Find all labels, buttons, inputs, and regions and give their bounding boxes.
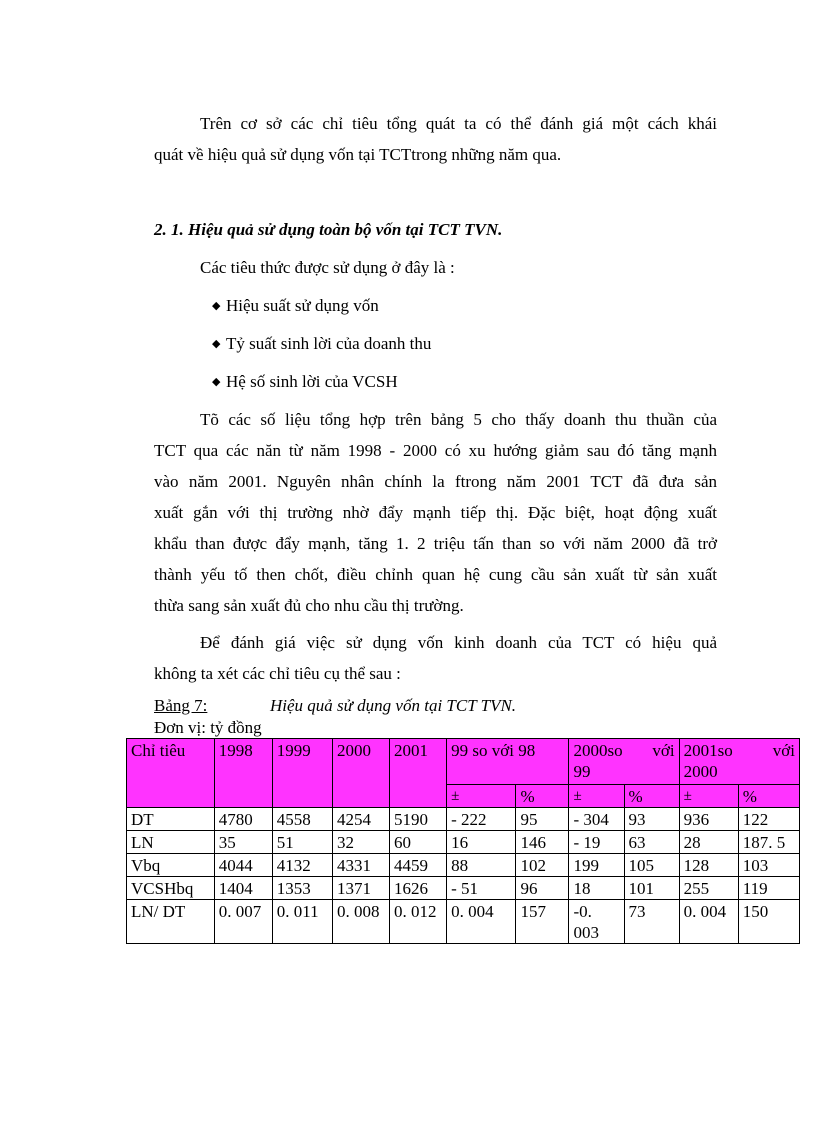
table-cell: - 304 xyxy=(569,808,624,831)
paragraph-2-line: Để đánh giá việc sử dụng vốn kinh doanh của TCT có hiệu quả xyxy=(200,633,717,652)
table-cell: 105 xyxy=(624,854,679,877)
bullet-label: Tỷ suất sinh lời của doanh thu xyxy=(226,334,432,353)
table-caption xyxy=(154,696,754,716)
table-cell: LN xyxy=(127,831,215,854)
table-cell: 63 xyxy=(624,831,679,854)
paragraph-1-line: thừa sang sản xuất đủ cho nhu cầu thị trường. xyxy=(154,596,464,615)
table-cell: 16 xyxy=(447,831,516,854)
paragraph-2-line: không ta xét các chỉ tiêu cụ thể sau : xyxy=(154,664,401,683)
table-cell: 150 xyxy=(738,900,799,944)
efficiency-table xyxy=(126,738,800,944)
bullet-label: Hiệu suất sử dụng vốn xyxy=(226,296,379,315)
table-cell: 96 xyxy=(516,877,569,900)
table-cell: 146 xyxy=(516,831,569,854)
subheader-percent: % xyxy=(624,785,679,808)
header-text: với xyxy=(772,741,795,760)
table-cell: 60 xyxy=(390,831,447,854)
table-cell: 157 xyxy=(516,900,569,944)
table-header-row xyxy=(127,739,800,785)
table-cell: 4044 xyxy=(214,854,272,877)
header-year-2001: 2001 xyxy=(390,739,447,808)
table-cell: 4331 xyxy=(332,854,389,877)
table-cell: 4254 xyxy=(332,808,389,831)
header-text: 2000so xyxy=(573,741,623,760)
table-row xyxy=(127,808,800,831)
table-cell: 95 xyxy=(516,808,569,831)
subheader-percent: % xyxy=(738,785,799,808)
table-cell: 0. 004 xyxy=(447,900,516,944)
table-cell: 73 xyxy=(624,900,679,944)
table-caption-title: Hiệu quả sử dụng vốn tại TCT TVN. xyxy=(270,696,517,715)
table-cell: 119 xyxy=(738,877,799,900)
table-cell: 936 xyxy=(679,808,738,831)
table-cell: 18 xyxy=(569,877,624,900)
header-text: 2001so xyxy=(683,741,733,760)
bullet-item xyxy=(212,372,398,392)
paragraph-1-line: xuất gắn với thị trường nhờ đẩy mạnh tiếp thị. Đặc biệt, hoạt động xuất xyxy=(154,503,717,522)
table-cell: 4780 xyxy=(214,808,272,831)
header-compare-2001-2000 xyxy=(679,739,799,785)
subheader-plus-minus: ± xyxy=(447,785,516,808)
bullet-label: Hệ số sinh lời của VCSH xyxy=(226,372,398,391)
table-row xyxy=(127,877,800,900)
header-year-2000: 2000 xyxy=(332,739,389,808)
table-cell: 0. 012 xyxy=(390,900,447,944)
header-year-1998: 1998 xyxy=(214,739,272,808)
header-chi-tieu: Chỉ tiêu xyxy=(127,739,215,808)
bullet-item xyxy=(212,334,431,354)
table-cell: 4459 xyxy=(390,854,447,877)
table-cell: 1353 xyxy=(272,877,332,900)
table-row xyxy=(127,900,800,944)
table-cell: 1626 xyxy=(390,877,447,900)
header-compare-99-98: 99 so với 98 xyxy=(447,739,569,785)
header-year-1999: 1999 xyxy=(272,739,332,808)
table-cell: 32 xyxy=(332,831,389,854)
unit-note: Đơn vị: tỷ đồng xyxy=(154,718,262,737)
header-compare-2000-99 xyxy=(569,739,679,785)
table-cell: 187. 5 xyxy=(738,831,799,854)
bullet-item xyxy=(212,296,379,316)
table-cell: - 51 xyxy=(447,877,516,900)
paragraph-1-line: vào năm 2001. Nguyên nhân chính la ftrong năm 2001 TCT đã đưa sản xyxy=(154,472,717,491)
paragraph-1-line: khẩu than được đẩy mạnh, tăng 1. 2 triệu tấn than so với năm 2000 đã trở xyxy=(154,534,717,553)
table-cell: 199 xyxy=(569,854,624,877)
header-text: với xyxy=(652,741,675,760)
table-cell: Vbq xyxy=(127,854,215,877)
table-cell: 28 xyxy=(679,831,738,854)
table-cell: VCSHbq xyxy=(127,877,215,900)
table-row xyxy=(127,854,800,877)
table-cell: 102 xyxy=(516,854,569,877)
intro-line-1: Trên cơ sở các chỉ tiêu tổng quát ta có thể đánh giá một cách khái xyxy=(200,114,717,133)
criteria-intro: Các tiêu thức được sử dụng ở đây là : xyxy=(200,258,455,277)
table-cell: 0. 004 xyxy=(679,900,738,944)
table-cell: 93 xyxy=(624,808,679,831)
table-cell: - 19 xyxy=(569,831,624,854)
table-cell: 255 xyxy=(679,877,738,900)
table-cell: 51 xyxy=(272,831,332,854)
section-heading: 2. 1. Hiệu quả sử dụng toàn bộ vốn tại TCT TVN. xyxy=(154,220,503,239)
table-cell: LN/ DT xyxy=(127,900,215,944)
table-cell: 0. 008 xyxy=(332,900,389,944)
table-cell: DT xyxy=(127,808,215,831)
header-text: 99 xyxy=(573,762,591,781)
table-caption-label: Bảng 7: xyxy=(154,696,208,715)
paragraph-1-line: TCT qua các năn từ năm 1998 - 2000 có xu hướng giảm sau đó tăng mạnh xyxy=(154,441,717,460)
table-cell: 4558 xyxy=(272,808,332,831)
subheader-plus-minus: ± xyxy=(679,785,738,808)
paragraph-1-line: Tõ các số liệu tổng hợp trên bảng 5 cho thấy doanh thu thuần của xyxy=(200,410,717,429)
table-cell: 128 xyxy=(679,854,738,877)
table-cell: -0. 003 xyxy=(569,900,624,944)
header-text: 2000 xyxy=(683,762,718,781)
table-cell: 0. 011 xyxy=(272,900,332,944)
table-cell: 88 xyxy=(447,854,516,877)
table-cell: 0. 007 xyxy=(214,900,272,944)
table-cell: 4132 xyxy=(272,854,332,877)
table-cell: 103 xyxy=(738,854,799,877)
diamond-bullet-icon: ◆ xyxy=(212,376,221,388)
table-cell: - 222 xyxy=(447,808,516,831)
table-cell: 5190 xyxy=(390,808,447,831)
subheader-plus-minus: ± xyxy=(569,785,624,808)
table-cell: 1404 xyxy=(214,877,272,900)
diamond-bullet-icon: ◆ xyxy=(212,300,221,312)
table-cell: 101 xyxy=(624,877,679,900)
subheader-percent: % xyxy=(516,785,569,808)
intro-line-2: quát về hiệu quả sử dụng vốn tại TCTtrong những năm qua. xyxy=(154,145,562,164)
table-cell: 1371 xyxy=(332,877,389,900)
paragraph-1-line: thành yếu tố then chốt, điều chỉnh quan hệ cung cầu sản xuất từ sản xuất xyxy=(154,565,717,584)
table-row xyxy=(127,831,800,854)
table-cell: 35 xyxy=(214,831,272,854)
diamond-bullet-icon: ◆ xyxy=(212,338,221,350)
table-cell: 122 xyxy=(738,808,799,831)
